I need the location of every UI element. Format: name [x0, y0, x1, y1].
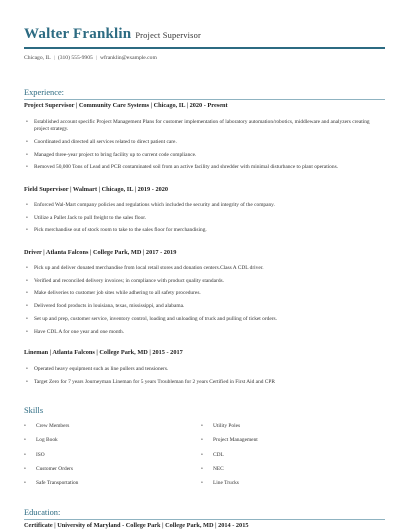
contact-separator: |: [95, 55, 97, 61]
skill-label: ISO: [36, 452, 45, 458]
skill-item: • Project Management: [201, 437, 258, 443]
job-bullets: [26, 202, 384, 235]
job-title: Driver | Atlanta Falcons | College Park, MD | 2017 - 2019: [24, 249, 177, 256]
candidate-title: Project Supervisor: [135, 31, 202, 40]
contact-separator: |: [53, 55, 55, 61]
skill-item: • Crew Members: [24, 423, 70, 429]
education-entry: Certificate | University of Maryland - College Park | College Park, MD | 2014 - 2015: [24, 522, 249, 529]
skill-item: • Safe Transportation: [24, 480, 79, 486]
job-bullet: • Verified and reconciled delivery invoices; in compliance with product quality standards.: [26, 278, 384, 285]
job-bullet: • Enforced Wal-Mart company policies and regulations which included the security and integrity of the company.: [26, 202, 384, 209]
skill-label: Customer Orders: [36, 466, 73, 472]
skill-label: Project Management: [213, 437, 258, 443]
education-heading: Education:: [24, 508, 61, 517]
job-bullet: • Make deliveries to customer job sites while adhering to all safety procedures.: [26, 290, 384, 297]
skill-item: • Log Book: [24, 437, 58, 443]
skill-label: Safe Transportation: [36, 480, 79, 486]
job-bullets: [26, 119, 384, 172]
job-bullets: [26, 366, 384, 386]
candidate-name: Walter Franklin: [24, 26, 132, 42]
contact-email: wfranklin@example.com: [99, 55, 157, 61]
experience-heading: Experience:: [24, 88, 64, 97]
contact-line: [24, 55, 157, 61]
header-rule: [24, 47, 385, 49]
skill-label: NEC: [213, 466, 224, 472]
skills-heading: Skills: [24, 406, 44, 415]
job-bullet: • Operated heavy equipment such as line pullers and tensioners.: [26, 366, 384, 373]
resume-header: [24, 26, 201, 43]
skill-item: • ISO: [24, 452, 45, 458]
skill-label: Log Book: [36, 437, 58, 443]
skill-label: CDL: [213, 452, 224, 458]
skill-label: Utility Poles: [213, 423, 241, 429]
job-bullet: • Target Zero for 7 years Journeyman Lineman for 5 years Troubleman for 2 years Certified in First Aid and CPR: [26, 379, 384, 386]
skill-item: • Line Trucks: [201, 480, 239, 486]
job-bullets: [26, 265, 384, 336]
job-bullet: • Delivered food products in louisiana, texas, mississippi, and alabama.: [26, 303, 384, 310]
education-rule: [24, 519, 385, 520]
job-title: Field Supervisor | Walmart | Chicago, IL | 2019 - 2020: [24, 186, 169, 193]
job-bullet: • Utilize a Pallet Jack to pull freight to the sales floor.: [26, 215, 384, 222]
skill-label: Crew Members: [36, 423, 70, 429]
skill-item: • NEC: [201, 466, 224, 472]
job-bullet: • Removed 50,000 Tons of Lead and PCB contaminated soil from an active facility and shredder with minimal disturbance to plant operations.: [26, 164, 384, 171]
job-bullet: • Managed three-year project to bring facility up to current code compliance.: [26, 152, 384, 159]
job-bullet: • Pick up and deliver donated merchandise from local retail stores and donation centers.Class A CDL driver.: [26, 265, 384, 272]
contact-phone: (310) 555-9905: [57, 55, 93, 61]
job-title: Lineman | Atlanta Falcons | College Park, MD | 2015 - 2017: [24, 349, 183, 356]
skill-item: • CDL: [201, 452, 224, 458]
skill-item: • Customer Orders: [24, 466, 73, 472]
job-bullet: • Pick merchandise out of stock room to take to the sales floor for merchandising.: [26, 227, 384, 234]
job-bullet: • Have CDL A for one year and one month.: [26, 329, 384, 336]
job-bullet: • Established account specific Project Management Plans for customer implementation of laboratory automation/robotics, middleware and analyzers creating project strategy.: [26, 119, 384, 133]
skill-label: Line Trucks: [213, 480, 239, 486]
skill-item: • Utility Poles: [201, 423, 241, 429]
experience-rule: [24, 99, 385, 100]
contact-location: Chicago, IL: [24, 55, 51, 61]
job-bullet: • Set up and prep, customer service, inventory control, loading and unloading of truck and pulling of ticket orders.: [26, 316, 384, 323]
job-title: Project Supervisor | Community Care Systems | Chicago, IL | 2020 - Present: [24, 102, 228, 109]
job-bullet: • Coordinated and directed all services related to direct patient care.: [26, 139, 384, 146]
